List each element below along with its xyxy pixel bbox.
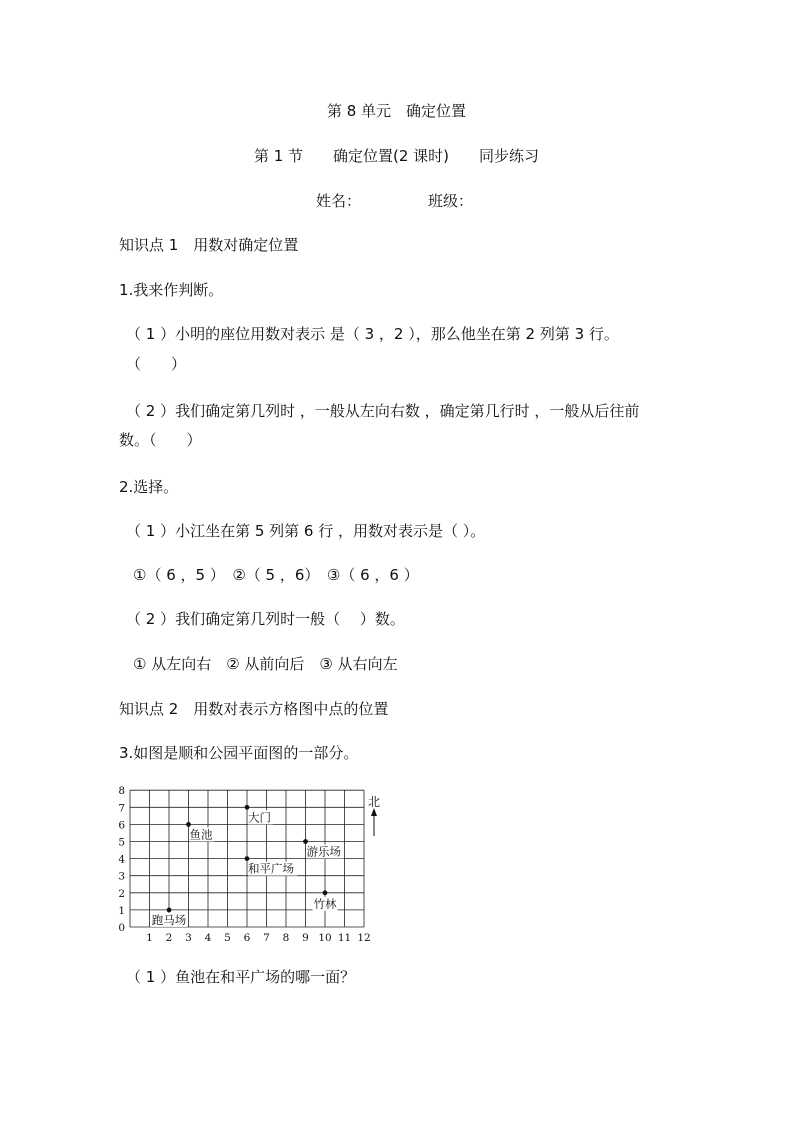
y-tick-label: 7 [118, 802, 125, 815]
class-label: 班级： [428, 192, 474, 210]
x-tick-label: 8 [282, 932, 290, 944]
name-label: 姓名： [316, 192, 362, 210]
y-tick-label: 1 [118, 904, 125, 917]
map-point [245, 856, 250, 861]
section-title: 第 1 节 确定位置(2 课时) 同步练习 [253, 147, 540, 165]
question-2-item-2-options: ① 从左向右 ② 从前向后 ③ 从右向左 [133, 655, 398, 673]
map-point-label: 游乐场 [306, 844, 341, 859]
y-tick-label: 3 [118, 870, 125, 883]
question-1-item-2: （ 2 ）我们确定第几列时 ，一般从左向右数 ，确定第几行时 ，一般从后往前 [126, 402, 640, 420]
x-tick-label: 10 [318, 932, 332, 944]
x-tick-label: 1 [146, 932, 153, 944]
question-2-item-2: （ 2 ）我们确定第几列时一般（ ）数。 [126, 610, 405, 628]
question-3-item-1: （ 1 ）鱼池在和平广场的哪一面？ [126, 968, 356, 986]
map-point [323, 890, 328, 895]
x-tick-label: 9 [302, 932, 309, 944]
knowledge-point-2-title: 知识点 2 用数对表示方格图中点的位置 [119, 700, 389, 718]
unit-title: 第 8 单元 确定位置 [326, 102, 467, 120]
x-tick-label: 7 [263, 932, 270, 944]
question-2-item-1-options: ①（ 6 ，5 ） ②（ 5 ，6） ③（ 6 ，6 ） [133, 566, 419, 584]
north-arrow-icon [371, 808, 377, 816]
y-tick-label: 2 [118, 887, 125, 900]
x-tick-label: 6 [243, 932, 251, 944]
y-tick-label: 6 [118, 819, 125, 832]
park-map-grid [112, 780, 402, 945]
map-point-label: 和平广场 [248, 861, 294, 876]
y-tick-label: 4 [118, 853, 125, 866]
map-point [303, 839, 308, 844]
map-point-label: 竹林 [313, 896, 337, 911]
north-label: 北 [368, 795, 381, 809]
map-point [245, 805, 250, 810]
question-1-title: 1.我来作判断。 [119, 281, 224, 299]
x-tick-label: 3 [185, 932, 192, 944]
y-tick-label: 8 [118, 785, 125, 798]
question-1-item-1-answer-blank: （ ） [126, 355, 187, 373]
y-tick-label: 5 [118, 836, 125, 849]
map-point-label: 大门 [248, 810, 271, 825]
map-point [167, 908, 172, 913]
x-tick-label: 2 [165, 932, 173, 944]
question-2-title: 2.选择。 [119, 478, 179, 496]
map-point [186, 822, 191, 827]
x-tick-label: 5 [224, 932, 231, 944]
map-point-label: 鱼池 [189, 827, 213, 842]
x-tick-label: 11 [337, 932, 352, 944]
map-point-label: 跑马场 [151, 912, 187, 927]
question-1-item-2-continued: 数。（ ） [119, 431, 202, 449]
knowledge-point-1-title: 知识点 1 用数对确定位置 [119, 236, 299, 254]
question-1-item-1: （ 1 ）小明的座位用数对表示 是（ 3 ，2 ），那么他坐在第 2 列第 3 行。 [126, 325, 619, 343]
question-3-title: 3.如图是顺和公园平面图的一部分。 [119, 744, 359, 762]
question-2-item-1: （ 1 ）小江坐在第 5 列第 6 行 ，用数对表示是（ ）。 [126, 522, 486, 540]
x-tick-label: 4 [204, 932, 212, 944]
y-tick-label: 0 [118, 922, 125, 934]
x-tick-label: 12 [357, 932, 371, 944]
